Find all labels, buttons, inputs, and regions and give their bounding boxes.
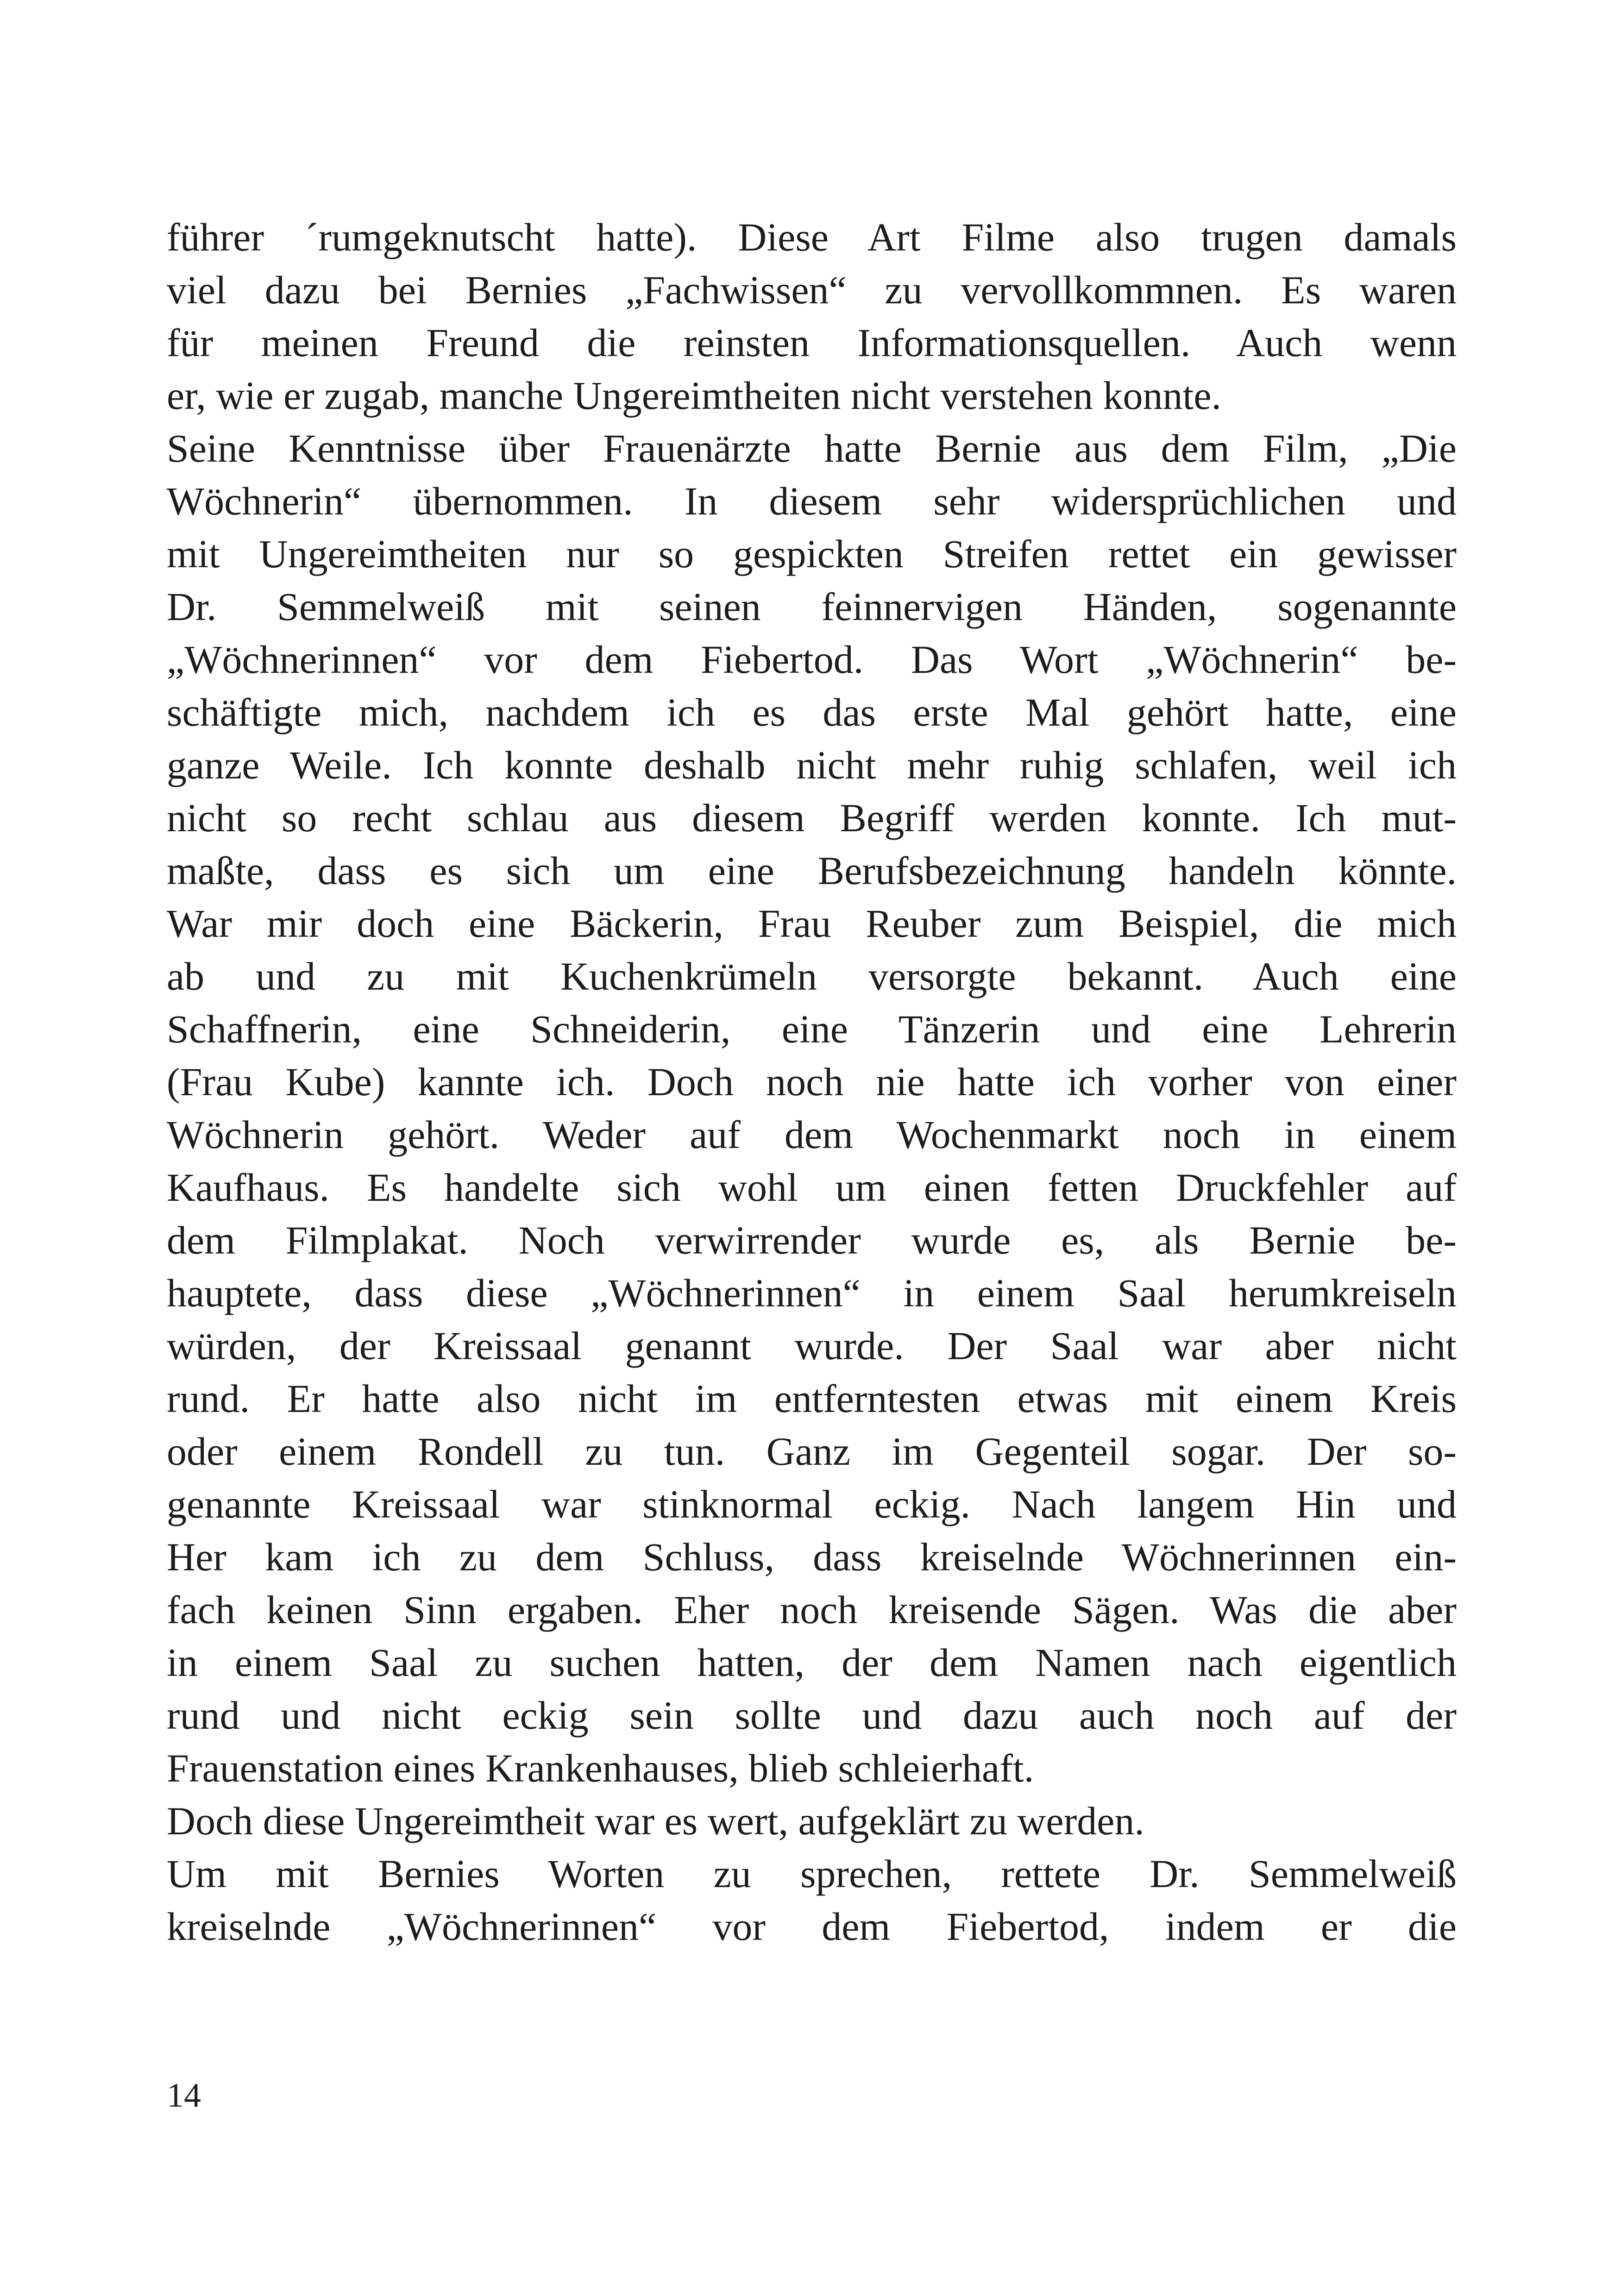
text-line: Wöchnerin gehört. Weder auf dem Wochenmarkt noch in einem: [167, 1112, 1457, 1157]
text-line: War mir doch eine Bäckerin, Frau Reuber zum Beispiel, die mich: [167, 901, 1457, 946]
text-line: fach keinen Sinn ergaben. Eher noch kreisende Sägen. Was die aber: [167, 1587, 1457, 1632]
text-line: (Frau Kube) kannte ich. Doch noch nie hatte ich vorher von einer: [167, 1060, 1457, 1104]
text-line: würden, der Kreissaal genannt wurde. Der Saal war aber nicht: [167, 1324, 1457, 1368]
text-line: Doch diese Ungereimtheit war es wert, aufgeklärt zu werden.: [167, 1799, 1144, 1843]
paragraph: [167, 1794, 1457, 1847]
text-line: „Wöchnerinnen“ vor dem Fiebertod. Das Wort „Wöchnerin“ be-: [167, 637, 1457, 682]
text-line: hauptete, dass diese „Wöchnerinnen“ in einem Saal herumkreiseln: [167, 1271, 1457, 1315]
text-line: Dr. Semmelweiß mit seinen feinnervigen Händen, sogenannte: [167, 584, 1457, 629]
text-line: rund und nicht eckig sein sollte und dazu auch noch auf der: [167, 1693, 1457, 1738]
paragraph: [167, 422, 1457, 1794]
text-line: viel dazu bei Bernies „Fachwissen“ zu vervollkommnen. Es waren: [167, 268, 1457, 312]
text-line: Wöchnerin“ übernommen. In diesem sehr widersprüchlichen und: [167, 479, 1457, 523]
text-line: Frauenstation eines Krankenhauses, blieb schleierhaft.: [167, 1746, 1034, 1790]
text-line: Kaufhaus. Es handelte sich wohl um einen fetten Druckfehler auf: [167, 1165, 1457, 1210]
text-line: maßte, dass es sich um eine Berufsbezeichnung handeln könnte.: [167, 848, 1457, 893]
paragraph: [167, 1847, 1457, 1953]
text-line: für meinen Freund die reinsten Informationsquellen. Auch wenn: [167, 320, 1457, 365]
text-line: Schaffnerin, eine Schneiderin, eine Tänzerin und eine Lehrerin: [167, 1007, 1457, 1051]
body-text: [167, 211, 1457, 1953]
page-number: 14: [167, 2076, 201, 2114]
text-line: kreiselnde „Wöchnerinnen“ vor dem Fiebertod, indem er die: [167, 1904, 1457, 1949]
text-line: Her kam ich zu dem Schluss, dass kreiselnde Wöchnerinnen ein-: [167, 1535, 1457, 1579]
text-line: führer ´rumgeknutscht hatte). Diese Art Filme also trugen damals: [167, 215, 1457, 259]
text-line: nicht so recht schlau aus diesem Begriff werden konnte. Ich mut-: [167, 796, 1457, 840]
text-line: ab und zu mit Kuchenkrümeln versorgte bekannt. Auch eine: [167, 954, 1457, 998]
text-line: oder einem Rondell zu tun. Ganz im Gegenteil sogar. Der so-: [167, 1429, 1457, 1474]
text-line: er, wie er zugab, manche Ungereimtheiten nicht verstehen konnte.: [167, 373, 1222, 418]
text-line: genannte Kreissaal war stinknormal eckig. Nach langem Hin und: [167, 1482, 1457, 1526]
text-line: schäftigte mich, nachdem ich es das erste Mal gehört hatte, eine: [167, 690, 1457, 734]
text-line: in einem Saal zu suchen hatten, der dem Namen nach eigentlich: [167, 1640, 1457, 1685]
text-line: dem Filmplakat. Noch verwirrender wurde es, als Bernie be-: [167, 1218, 1457, 1262]
paragraph: [167, 211, 1457, 422]
text-line: Seine Kenntnisse über Frauenärzte hatte Bernie aus dem Film, „Die: [167, 426, 1457, 470]
text-line: ganze Weile. Ich konnte deshalb nicht mehr ruhig schlafen, weil ich: [167, 743, 1457, 787]
text-line: mit Ungereimtheiten nur so gespickten Streifen rettet ein gewisser: [167, 532, 1457, 576]
text-line: Um mit Bernies Worten zu sprechen, rettete Dr. Semmelweiß: [167, 1851, 1457, 1896]
text-line: rund. Er hatte also nicht im entferntesten etwas mit einem Kreis: [167, 1376, 1457, 1421]
